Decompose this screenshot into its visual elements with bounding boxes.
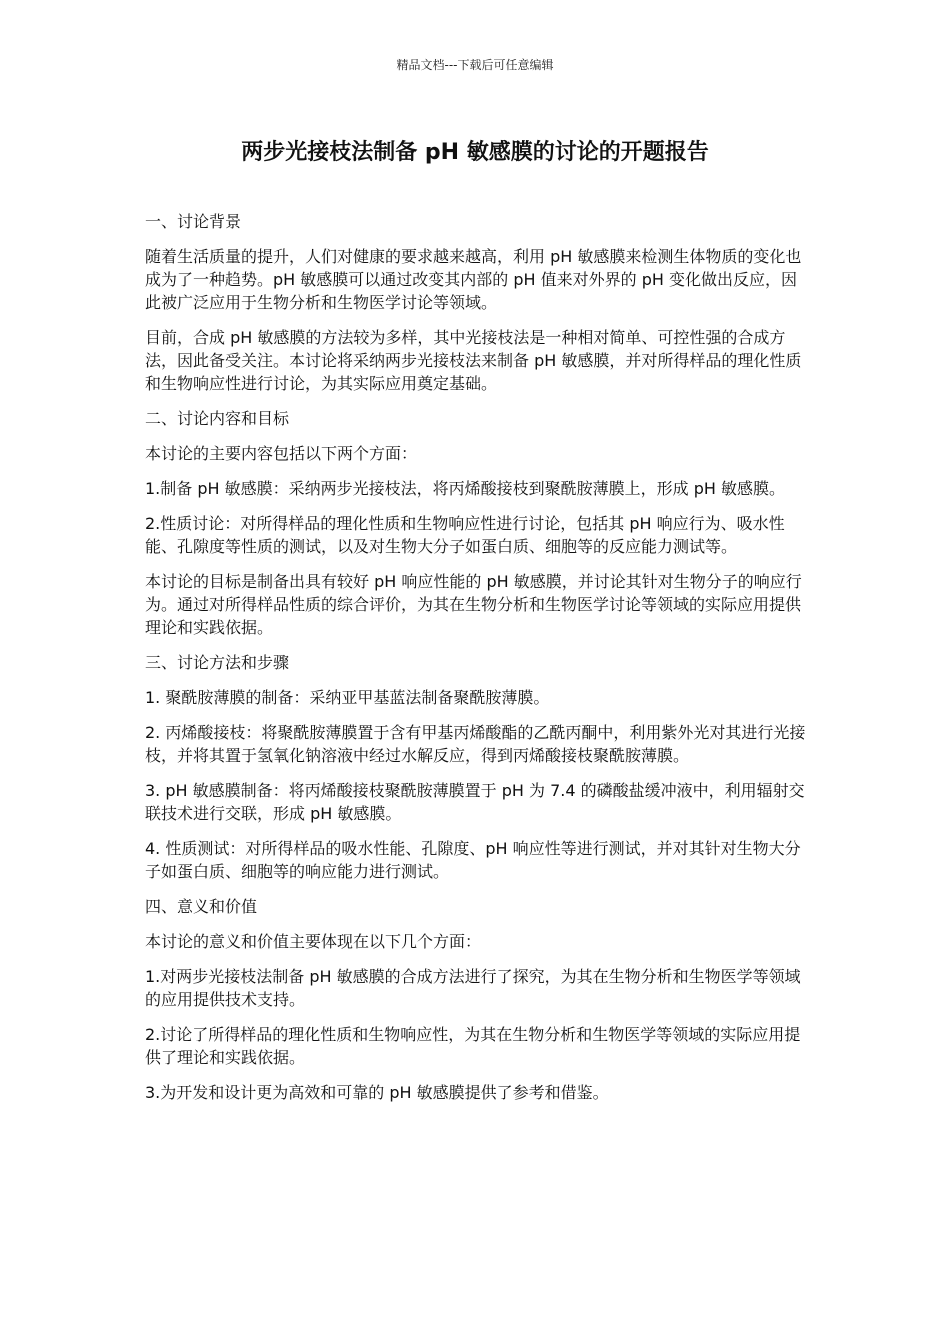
paragraph: 本讨论的主要内容包括以下两个方面： <box>145 444 418 463</box>
section-heading-content-goals: 二、讨论内容和目标 <box>145 409 290 428</box>
section-heading-methods: 三、讨论方法和步骤 <box>145 653 290 672</box>
section-heading-background: 一、讨论背景 <box>145 212 242 231</box>
paragraph: 本讨论的目标是制备出具有较好 pH 响应性能的 pH 敏感膜，并讨论其针对生物分子的响应行为。通过对所得样品性质的综合评价，为其在生物分析和生物医学讨论等领域的实际应用提供理论和实践依据。 <box>145 572 802 637</box>
section-heading-significance: 四、意义和价值 <box>145 897 258 916</box>
page-header-note: 精品文档---下载后可任意编辑 <box>396 58 554 72</box>
list-item: 1.制备 pH 敏感膜：采纳两步光接枝法，将丙烯酸接枝到聚酰胺薄膜上，形成 pH 敏感膜。 <box>145 479 785 498</box>
list-item: 2.性质讨论：对所得样品的理化性质和生物响应性进行讨论，包括其 pH 响应行为、吸水性能、孔隙度等性质的测试，以及对生物大分子如蛋白质、细胞等的反应能力测试等。 <box>145 514 785 556</box>
list-item: 2. 丙烯酸接枝：将聚酰胺薄膜置于含有甲基丙烯酸酯的乙酰丙酮中，利用紫外光对其进行光接枝，并将其置于氢氧化钠溶液中经过水解反应，得到丙烯酸接枝聚酰胺薄膜。 <box>145 723 806 765</box>
paragraph: 本讨论的意义和价值主要体现在以下几个方面： <box>145 932 482 951</box>
document-body <box>145 210 810 1116</box>
document-title: 两步光接枝法制备 pH 敏感膜的讨论的开题报告 <box>241 140 709 165</box>
list-item: 3.为开发和设计更为高效和可靠的 pH 敏感膜提供了参考和借鉴。 <box>145 1083 609 1102</box>
list-item: 1. 聚酰胺薄膜的制备：采纳亚甲基蓝法制备聚酰胺薄膜。 <box>145 688 550 707</box>
paragraph: 随着生活质量的提升，人们对健康的要求越来越高，利用 pH 敏感膜来检测生体物质的变化也成为了一种趋势。pH 敏感膜可以通过改变其内部的 pH 值来对外界的 pH 变化做出反应，因此被广泛应用于生物分析和生物医学讨论等领域。 <box>145 247 802 312</box>
list-item: 2.讨论了所得样品的理化性质和生物响应性，为其在生物分析和生物医学等领域的实际应用提供了理论和实践依据。 <box>145 1025 801 1067</box>
list-item: 4. 性质测试：对所得样品的吸水性能、孔隙度、pH 响应性等进行测试，并对其针对生物大分子如蛋白质、细胞等的响应能力进行测试。 <box>145 839 801 881</box>
paragraph: 目前，合成 pH 敏感膜的方法较为多样，其中光接枝法是一种相对简单、可控性强的合成方法，因此备受关注。本讨论将采纳两步光接枝法来制备 pH 敏感膜，并对所得样品的理化性质和生物响应性进行讨论，为其实际应用奠定基础。 <box>145 328 802 393</box>
list-item: 3. pH 敏感膜制备：将丙烯酸接枝聚酰胺薄膜置于 pH 为 7.4 的磷酸盐缓冲液中，利用辐射交联技术进行交联，形成 pH 敏感膜。 <box>145 781 805 823</box>
list-item: 1.对两步光接枝法制备 pH 敏感膜的合成方法进行了探究，为其在生物分析和生物医学等领域的应用提供技术支持。 <box>145 967 801 1009</box>
